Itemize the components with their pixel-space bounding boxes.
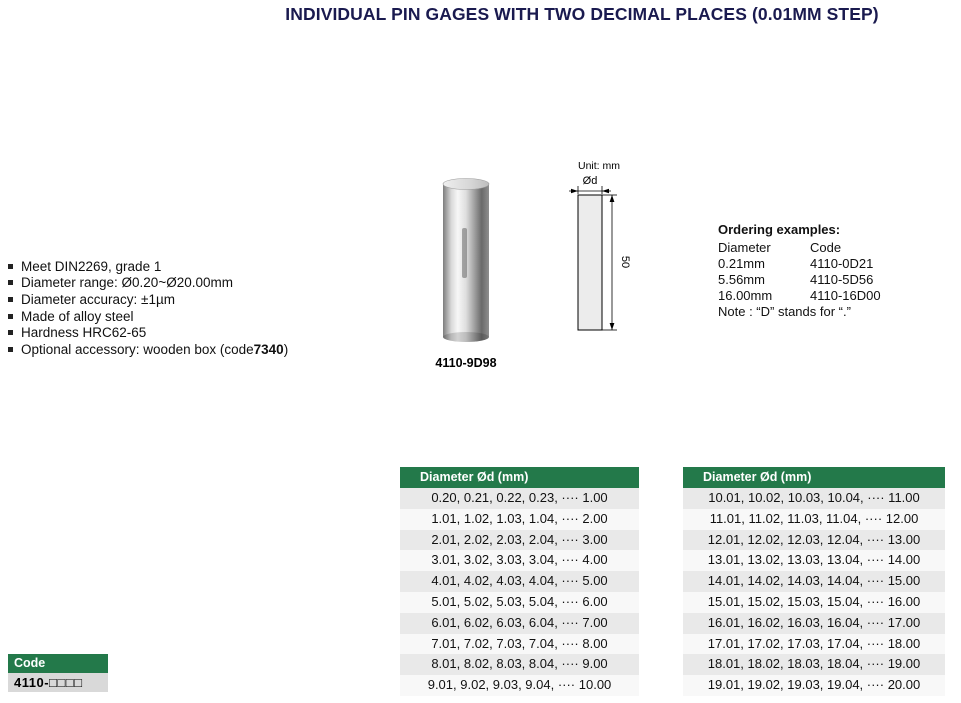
- feature-item: [8, 258, 288, 275]
- ordering-code: 4110-5D56: [810, 272, 874, 287]
- table-row: 12.01, 12.02, 12.03, 12.04, ···· 13.00: [683, 530, 945, 551]
- feature-item-accessory: [8, 341, 288, 358]
- table-row: 10.01, 10.02, 10.03, 10.04, ···· 11.00: [683, 488, 945, 509]
- length-dim-label: 50: [619, 255, 631, 269]
- feature-item: [8, 324, 288, 341]
- table-row: 5.01, 5.02, 5.03, 5.04, ···· 6.00: [400, 592, 639, 613]
- diameter-dim-label: Ød: [582, 175, 598, 187]
- feature-text: Meet DIN2269, grade 1: [21, 258, 162, 274]
- ordering-code: 4110-0D21: [810, 256, 874, 271]
- table-row: 6.01, 6.02, 6.03, 6.04, ···· 7.00: [400, 613, 639, 634]
- table-row: 4.01, 4.02, 4.03, 4.04, ···· 5.00: [400, 571, 639, 592]
- feature-text: Made of alloy steel: [21, 308, 134, 324]
- table-header: Diameter Ød (mm): [400, 467, 639, 488]
- ordering-col-diameter: Diameter: [718, 240, 771, 255]
- ordering-row: [718, 288, 881, 304]
- table-row: 19.01, 19.02, 19.03, 19.04, ···· 20.00: [683, 675, 945, 696]
- table-row: 13.01, 13.02, 13.03, 13.04, ···· 14.00: [683, 550, 945, 571]
- bullet-square-icon: [8, 347, 13, 352]
- pin-model-label: 4110-9D98: [435, 356, 497, 370]
- feature-text: Diameter range: Ø0.20~Ø20.00mm: [21, 275, 233, 291]
- pin-gage-photo: [437, 176, 495, 348]
- table-row: 2.01, 2.02, 2.03, 2.04, ···· 3.00: [400, 530, 639, 551]
- pin-top-face: [443, 179, 489, 190]
- table-row: 18.01, 18.02, 18.03, 18.04, ···· 19.00: [683, 654, 945, 675]
- ordering-row: [718, 272, 881, 288]
- feature-text: Diameter accuracy: ±1µm: [21, 291, 175, 307]
- page-title: INDIVIDUAL PIN GAGES WITH TWO DECIMAL PLACES (0.01MM STEP): [285, 4, 879, 24]
- bullet-square-icon: [8, 280, 13, 285]
- code-block-header: Code: [8, 654, 108, 673]
- feature-item: [8, 291, 288, 308]
- table-row: 9.01, 9.02, 9.03, 9.04, ···· 10.00: [400, 675, 639, 696]
- bullet-square-icon: [8, 314, 13, 319]
- ordering-row: [718, 256, 881, 272]
- ordering-diameter: 0.21mm: [718, 256, 765, 271]
- bullet-square-icon: [8, 330, 13, 335]
- code-block-value: 4110-□□□□: [8, 673, 108, 692]
- table-row: 0.20, 0.21, 0.22, 0.23, ···· 1.00: [400, 488, 639, 509]
- diameter-table-right: [683, 467, 945, 696]
- ordering-title: Ordering examples:: [718, 222, 841, 237]
- bullet-square-icon: [8, 264, 13, 269]
- pin-outline-rect: [578, 195, 602, 330]
- feature-text: Optional accessory: wooden box (code: [21, 341, 254, 357]
- table-row: 11.01, 11.02, 11.03, 11.04, ···· 12.00: [683, 509, 945, 530]
- ordering-header-row: [718, 240, 881, 256]
- feature-text: ): [283, 341, 289, 357]
- arrowhead-icon: [610, 195, 615, 202]
- pin-engraving-mark: [462, 228, 467, 278]
- arrowhead-icon: [610, 323, 615, 330]
- table-row: 1.01, 1.02, 1.03, 1.04, ···· 2.00: [400, 509, 639, 530]
- table-row: 16.01, 16.02, 16.03, 16.04, ···· 17.00: [683, 613, 945, 634]
- ordering-diameter: 16.00mm: [718, 288, 773, 303]
- feature-item: [8, 308, 288, 325]
- arrowhead-icon: [602, 189, 609, 194]
- table-row: 8.01, 8.02, 8.03, 8.04, ···· 9.00: [400, 654, 639, 675]
- ordering-note: Note : “D” stands for “.”: [718, 304, 851, 319]
- accessory-code: 7340: [253, 341, 284, 357]
- table-row: 3.01, 3.02, 3.03, 3.04, ···· 4.00: [400, 550, 639, 571]
- feature-text: Hardness HRC62-65: [21, 325, 147, 341]
- table-row: 15.01, 15.02, 15.03, 15.04, ···· 16.00: [683, 592, 945, 613]
- ordering-diameter: 5.56mm: [718, 272, 765, 287]
- ordering-code: 4110-16D00: [810, 288, 881, 303]
- table-row: 17.01, 17.02, 17.03, 17.04, ···· 18.00: [683, 634, 945, 655]
- arrowhead-icon: [571, 189, 578, 194]
- table-row: 14.01, 14.02, 14.03, 14.04, ···· 15.00: [683, 571, 945, 592]
- feature-list: [8, 258, 288, 358]
- unit-label: Unit: mm: [578, 160, 620, 172]
- diameter-table-left: [400, 467, 639, 696]
- ordering-examples: [718, 222, 881, 320]
- bullet-square-icon: [8, 297, 13, 302]
- table-row: 7.01, 7.02, 7.03, 7.04, ···· 8.00: [400, 634, 639, 655]
- pin-bottom-shade: [443, 332, 489, 342]
- pin-dimension-diagram: [560, 155, 640, 340]
- ordering-col-code: Code: [810, 240, 842, 255]
- feature-item: [8, 275, 288, 292]
- table-header: Diameter Ød (mm): [683, 467, 945, 488]
